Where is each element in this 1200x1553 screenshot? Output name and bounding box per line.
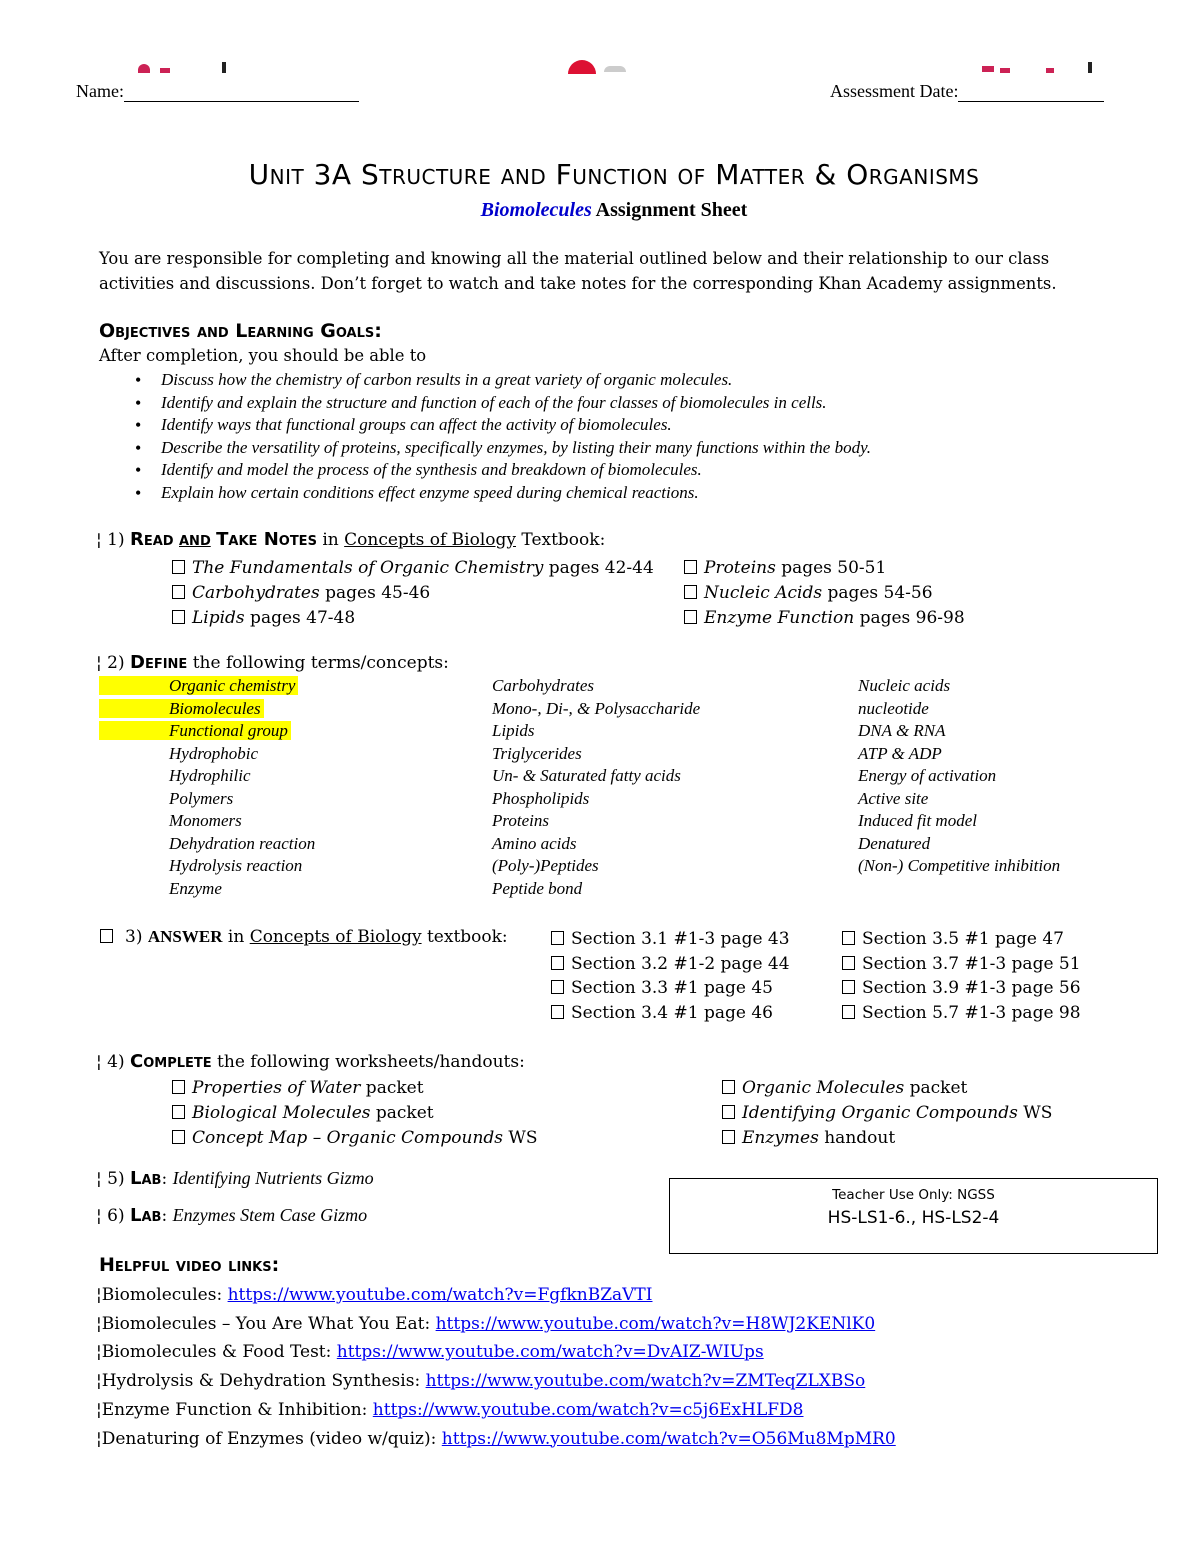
task-rest: Textbook: [516, 530, 606, 550]
reading-item [172, 556, 654, 581]
video-link-item [96, 1367, 896, 1396]
task-1-left-list [172, 556, 654, 631]
task-verb: ANSWER [147, 927, 223, 946]
task-3-heading [100, 927, 508, 947]
task-checkbox-icon[interactable]: ¦ [96, 530, 102, 550]
worksheets-left [172, 1076, 538, 1151]
lab-title: Identifying Nutrients Gizmo [172, 1168, 374, 1188]
term: Induced fit model [858, 811, 977, 830]
term: Denatured [858, 833, 931, 853]
task-number: 1) [107, 530, 130, 550]
term: Functional group [99, 721, 291, 740]
section-label: Section 3.9 #1-3 page 56 [862, 978, 1081, 999]
link-marker-icon: ¦ [96, 1285, 102, 1305]
checkbox-icon[interactable] [842, 956, 855, 970]
task-rest: the following terms/concepts: [187, 653, 449, 673]
objectives-lead: After completion, you should be able to [99, 346, 427, 365]
checkbox-icon[interactable] [722, 1080, 735, 1094]
checkbox-icon[interactable] [551, 1005, 564, 1019]
task-verb: Read [130, 529, 174, 550]
worksheet-title: Enzymes [742, 1128, 819, 1148]
worksheet-type: handout [818, 1128, 896, 1148]
worksheet-title: Concept Map – Organic Compounds [192, 1128, 503, 1148]
page-subtitle [0, 199, 1200, 222]
checkbox-icon[interactable] [684, 560, 697, 574]
term: Proteins [492, 811, 549, 830]
term: Biomolecules [99, 699, 264, 718]
task-colon: : [161, 1169, 173, 1189]
video-link[interactable]: https://www.youtube.com/watch?v=ZMTeqZLXBSo [425, 1371, 866, 1392]
term: Carbohydrates [492, 676, 594, 695]
term: nucleotide [858, 698, 929, 718]
teacher-use-box [669, 1178, 1158, 1254]
task-checkbox-icon[interactable]: ¦ [96, 1169, 102, 1189]
checkbox-icon[interactable] [842, 1005, 855, 1019]
term: Lipids [492, 721, 535, 740]
worksheet-item [722, 1076, 1052, 1101]
reading-pages: pages 96-98 [854, 608, 965, 628]
objective-item: • Discuss how the chemistry of carbon results in a great variety of organic molecules. [99, 369, 1139, 392]
reading-title: Enzyme Function [704, 608, 855, 628]
reading-item [684, 556, 965, 581]
reading-title: The Fundamentals of Organic Chemistry [192, 558, 544, 578]
worksheet-type: WS [503, 1128, 538, 1148]
lab-title: Enzymes Stem Case Gizmo [172, 1205, 368, 1225]
task-1-heading [96, 529, 605, 550]
task-verb: Complete [130, 1051, 212, 1072]
name-line [124, 83, 359, 102]
link-marker-icon: ¦ [96, 1313, 102, 1334]
checkbox-icon[interactable] [842, 931, 855, 945]
section-item [842, 976, 1081, 1001]
section-label: Section 5.7 #1-3 page 98 [862, 1003, 1081, 1024]
checkbox-icon[interactable] [684, 585, 697, 599]
video-label: Denaturing of Enzymes (video w/quiz): [101, 1428, 442, 1449]
book-title: Concepts of Biology [344, 530, 517, 550]
terms-column-1 [169, 675, 315, 900]
task-number: 5) [107, 1169, 130, 1189]
term: Hydrolysis reaction [169, 856, 303, 875]
checkbox-icon[interactable] [172, 560, 185, 574]
name-field [76, 81, 359, 102]
term: Hydrophobic [169, 743, 259, 763]
page-title: Unit 3A Structure and Function of Matter & Organisms [248, 158, 980, 191]
section-item [551, 976, 790, 1001]
task-checkbox-icon[interactable]: ¦ [96, 1206, 102, 1226]
video-link[interactable]: https://www.youtube.com/watch?v=O56Mu8MpMR0 [441, 1428, 896, 1449]
term: Triglycerides [492, 743, 582, 763]
section-label: Section 3.3 #1 page 45 [571, 978, 773, 999]
worksheet-title: Identifying Organic Compounds [742, 1103, 1018, 1123]
video-link[interactable]: https://www.youtube.com/watch?v=c5j6ExHLFD8 [372, 1399, 804, 1420]
checkbox-icon[interactable] [722, 1130, 735, 1144]
video-link-item [96, 1396, 896, 1425]
term: Dehydration reaction [169, 833, 316, 853]
header-decoration [0, 0, 1200, 80]
video-link-item [96, 1425, 896, 1454]
section-item [842, 952, 1081, 977]
link-marker-icon: ¦ [96, 1371, 102, 1392]
task-checkbox-icon[interactable]: ¦ [96, 653, 102, 673]
objectives-list [99, 369, 1139, 504]
checkbox-icon[interactable] [842, 980, 855, 994]
checkbox-icon[interactable] [172, 585, 185, 599]
video-link[interactable]: https://www.youtube.com/watch?v=H8WJ2KENlK0 [435, 1313, 876, 1334]
assessment-date-label: Assessment Date: [830, 81, 959, 101]
term: Nucleic acids [858, 676, 951, 695]
term: ATP & ADP [858, 743, 942, 763]
term: Monomers [169, 811, 242, 830]
task-5-heading [96, 1168, 374, 1189]
assessment-date-field [830, 81, 1104, 102]
worksheet-type: packet [360, 1078, 424, 1098]
worksheet-item [172, 1126, 538, 1151]
section-label: Section 3.7 #1-3 page 51 [862, 953, 1081, 974]
task-rest: the following worksheets/handouts: [211, 1052, 525, 1072]
sections-column-2 [842, 927, 1081, 1026]
teacher-use-label: Teacher Use Only: NGSS [832, 1187, 995, 1203]
checkbox-icon[interactable] [551, 931, 564, 945]
objective-item: • Describe the versatility of proteins, specifically enzymes, by listing their many functions within the body. [99, 437, 1139, 460]
reading-title: Proteins [704, 558, 776, 578]
name-label: Name: [76, 81, 124, 101]
terms-column-2 [492, 675, 700, 900]
term: Phospholipids [492, 788, 590, 808]
worksheet-type: packet [370, 1103, 434, 1123]
term: (Non-) Competitive inhibition [858, 856, 1061, 875]
checkbox-icon[interactable] [172, 1105, 185, 1119]
video-link-item [96, 1310, 896, 1339]
checkbox-icon[interactable] [172, 1130, 185, 1144]
objectives-heading: Objectives and Learning Goals: [99, 320, 382, 342]
checkbox-icon[interactable] [551, 980, 564, 994]
checkbox-icon[interactable] [172, 610, 185, 624]
section-item [842, 927, 1081, 952]
video-label: Biomolecules & Food Test: [101, 1342, 337, 1363]
worksheet-type: packet [904, 1078, 968, 1098]
term: Active site [858, 788, 929, 808]
sections-column-1 [551, 927, 790, 1026]
checkbox-icon[interactable] [722, 1105, 735, 1119]
term: Polymers [169, 788, 234, 808]
term: Energy of activation [858, 766, 997, 785]
section-label: Section 3.1 #1-3 page 43 [571, 929, 790, 949]
section-label: Section 3.5 #1 page 47 [862, 929, 1064, 949]
section-item [551, 927, 790, 952]
reading-pages: pages 50-51 [775, 558, 887, 578]
task-1-right-list [684, 556, 965, 631]
checkbox-icon[interactable] [551, 956, 564, 970]
reading-item [684, 606, 965, 631]
worksheet-title: Biological Molecules [192, 1103, 371, 1123]
task-number: 2) [107, 653, 130, 673]
link-marker-icon: ¦ [96, 1428, 102, 1449]
ngss-standards: HS-LS1-6., HS-LS2-4 [827, 1208, 1000, 1228]
term: Un- & Saturated fatty acids [492, 766, 681, 785]
checkbox-icon[interactable] [684, 610, 697, 624]
video-link[interactable]: https://www.youtube.com/watch?v=FgfknBZaVTI [227, 1285, 653, 1305]
objective-item: • Identify ways that functional groups can affect the activity of biomolecules. [99, 414, 1139, 437]
videos-heading: Helpful video links: [99, 1254, 280, 1276]
section-label: Section 3.4 #1 page 46 [571, 1003, 773, 1024]
term: Peptide bond [492, 878, 583, 898]
worksheets-right [722, 1076, 1052, 1151]
checkbox-icon[interactable] [172, 1080, 185, 1094]
term: Enzyme [169, 878, 222, 898]
video-label: Biomolecules – You Are What You Eat: [101, 1313, 436, 1334]
link-marker-icon: ¦ [96, 1342, 102, 1363]
worksheet-item [172, 1076, 538, 1101]
task-6-heading [96, 1205, 367, 1226]
objective-item: • Explain how certain conditions effect enzyme speed during chemical reactions. [99, 482, 1139, 505]
task-rest: textbook: [421, 927, 508, 947]
video-link-item [96, 1281, 896, 1310]
reading-title: Nucleic Acids [704, 583, 823, 603]
intro-paragraph: You are responsible for completing and knowing all the material outlined below and their relationship to our class activities and discussions. Don’t forget to watch and take notes for the corresponding Khan Academy assignments. [99, 249, 1057, 293]
worksheet-item [172, 1101, 538, 1126]
task-verb-and: and [179, 529, 211, 550]
reading-pages: pages 45-46 [319, 583, 431, 603]
task-checkbox-icon[interactable]: ¦ [96, 1052, 102, 1072]
reading-pages: pages 42-44 [543, 558, 654, 578]
video-link-item [96, 1338, 896, 1367]
objective-item: • Identify and model the process of the synthesis and breakdown of biomolecules. [99, 459, 1139, 482]
subtitle-topic: Biomolecules [480, 199, 592, 221]
video-label: Enzyme Function & Inhibition: [101, 1399, 373, 1420]
term: DNA & RNA [858, 721, 946, 740]
task-number: 4) [107, 1052, 130, 1072]
date-line [958, 83, 1104, 102]
task-verb: Lab [130, 1168, 162, 1189]
task-in: in [316, 530, 345, 550]
worksheet-type: WS [1017, 1103, 1053, 1123]
reading-pages: pages 47-48 [244, 608, 356, 628]
video-label: Biomolecules: [101, 1285, 228, 1305]
task-number: 6) [107, 1206, 130, 1226]
reading-item [172, 606, 654, 631]
task-in: in [222, 927, 250, 947]
term: Hydrophilic [169, 766, 251, 785]
reading-title: Lipids [192, 608, 245, 628]
section-item [551, 1001, 790, 1026]
task-colon: : [161, 1206, 173, 1226]
task-verb: Define [130, 652, 188, 673]
worksheet-title: Organic Molecules [742, 1078, 905, 1098]
term: Organic chemistry [99, 676, 298, 695]
reading-pages: pages 54-56 [822, 583, 933, 603]
checkbox-icon[interactable] [100, 929, 113, 943]
video-link[interactable]: https://www.youtube.com/watch?v=DvAIZ-WIUps [336, 1342, 764, 1363]
book-title: Concepts of Biology [249, 927, 422, 947]
reading-item [172, 581, 654, 606]
task-verb-2: Take Notes [216, 529, 317, 550]
term: Mono-, Di-, & Polysaccharide [492, 698, 701, 718]
reading-title: Carbohydrates [192, 583, 320, 603]
task-number: 3) [125, 927, 148, 947]
worksheet-item [722, 1126, 1052, 1151]
section-label: Section 3.2 #1-2 page 44 [571, 953, 790, 974]
term: Amino acids [492, 833, 577, 853]
section-item [842, 1001, 1081, 1026]
worksheet-item [722, 1101, 1052, 1126]
term: (Poly-)Peptides [492, 856, 599, 875]
task-4-heading [96, 1051, 525, 1072]
task-verb: Lab [130, 1205, 162, 1226]
terms-column-3 [858, 675, 1060, 878]
video-label: Hydrolysis & Dehydration Synthesis: [101, 1371, 426, 1392]
worksheet-title: Properties of Water [192, 1078, 361, 1098]
task-2-heading [96, 652, 449, 673]
subtitle-rest: Assignment Sheet [591, 199, 748, 221]
section-item [551, 952, 790, 977]
link-marker-icon: ¦ [96, 1399, 102, 1420]
objective-item: • Identify and explain the structure and function of each of the four classes of biomolecules in cells. [99, 392, 1139, 415]
reading-item [684, 581, 965, 606]
video-links-list [96, 1281, 896, 1453]
